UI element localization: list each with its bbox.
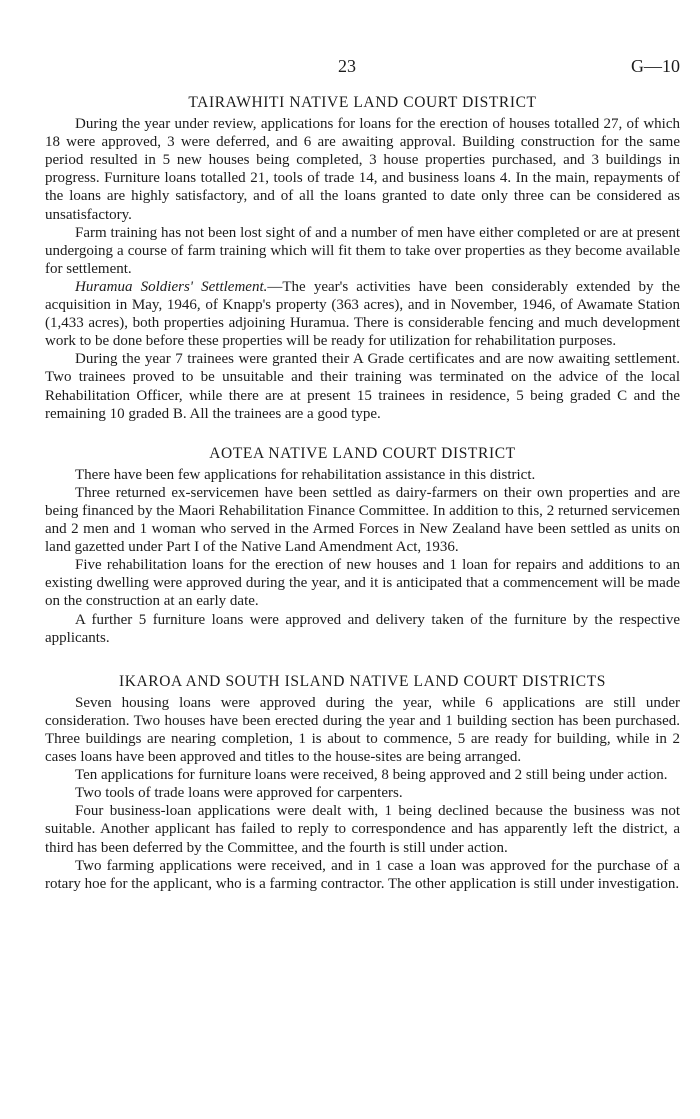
section-aotea — [45, 445, 680, 647]
paragraph: Five rehabilitation loans for the erection of new houses and 1 loan for repairs and additions to an existing dwelling were approved during the year, and it is anticipated that a commencement will be made on the construction at an early date. — [45, 557, 680, 610]
paragraph — [45, 278, 680, 350]
section-heading: AOTEA NATIVE LAND COURT DISTRICT — [209, 444, 516, 462]
settlement-text: —The year's activities have been considerably extended by the acquisition in May, 1946, of Knapp's property (363 acres), and in November, 1946, of Awamate Station (1,433 acres), both properties adjoining Huramua. There is considerable fencing and much development work to be done before these properties will be ready for utilization for rehabilitation purposes. — [45, 278, 680, 350]
section-heading: IKAROA AND SOUTH ISLAND NATIVE LAND COURT DISTRICTS — [118, 672, 607, 690]
paragraph: During the year under review, applications for loans for the erection of houses totalled 27, of which 18 were approved, 3 were deferred, and 6 are awaiting approval. Building construction for the same period resulted in 5 new houses being completed, 3 house properties purchased, and 3 buildings in progress. Furniture loans totalled 21, tools of trade 14, and business loans 4. In the main, repayments of the loans are highly satisfactory, and of all the loans granted to date only three can be considered as unsatisfactory. — [45, 116, 680, 223]
page-number: 23 — [338, 56, 356, 76]
paragraph: Farm training has not been lost sight of and a number of men have either completed or are at present undergoing a course of farm training which will fit them to take over properties as they become available for settlement. — [45, 224, 680, 277]
paragraph: Two tools of trade loans were approved for carpenters. — [75, 785, 403, 802]
paragraph: Two farming applications were received, and in 1 case a loan was approved for the purchase of a rotary hoe for the applicant, who is a farming contractor. The other application is still under investigation. — [45, 857, 680, 892]
paragraph: Ten applications for furniture loans were received, 8 being approved and 2 still being under action. — [75, 767, 668, 784]
paragraph: During the year 7 trainees were granted their A Grade certificates and are now awaiting settlement. Two trainees proved to be unsuitable and their training was terminated on the advice of the local Rehabilitation Officer, while there are at present 15 trainees in residence, 5 being graded C and the remaining 10 graded B. All the trainees are a good type. — [45, 351, 680, 422]
document-body — [45, 94, 680, 893]
running-head — [0, 56, 700, 78]
paragraph: A further 5 furniture loans were approved and delivery taken of the furniture by the respective applicants. — [45, 611, 680, 646]
paragraph: Four business-loan applications were dealt with, 1 being declined because the business was not suitable. Another applicant has failed to reply to correspondence and has apparently left the district, a third has been deferred by the Committee, and the fourth is still under action. — [45, 803, 680, 856]
report-code: G—10 — [631, 56, 680, 76]
section-heading: TAIRAWHITI NATIVE LAND COURT DISTRICT — [188, 94, 537, 111]
section-ikaroa-south-island — [45, 673, 680, 893]
section-tairawhiti — [45, 94, 680, 423]
paragraph: There have been few applications for rehabilitation assistance in this district. — [75, 466, 536, 483]
paragraph: Seven housing loans were approved during the year, while 6 applications are still under consideration. Two houses have been erected during the year and 1 building section has been purchased. Three buildings are nearing completion, 1 is about to commence, 5 are ready for building, while in 2 cases loans have been approved and titles to the house-sites are being arranged. — [45, 694, 680, 766]
paragraph: Three returned ex-servicemen have been settled as dairy-farmers on their own properties and are being financed by the Maori Rehabilitation Finance Committee. In addition to this, 2 returned servicemen and 2 men and 1 woman who served in the Armed Forces in New Zealand have been settled as units on land gazetted under Part I of the Native Land Amendment Act, 1936. — [45, 484, 680, 556]
settlement-name: Huramua Soldiers' Settlement. — [75, 278, 268, 295]
